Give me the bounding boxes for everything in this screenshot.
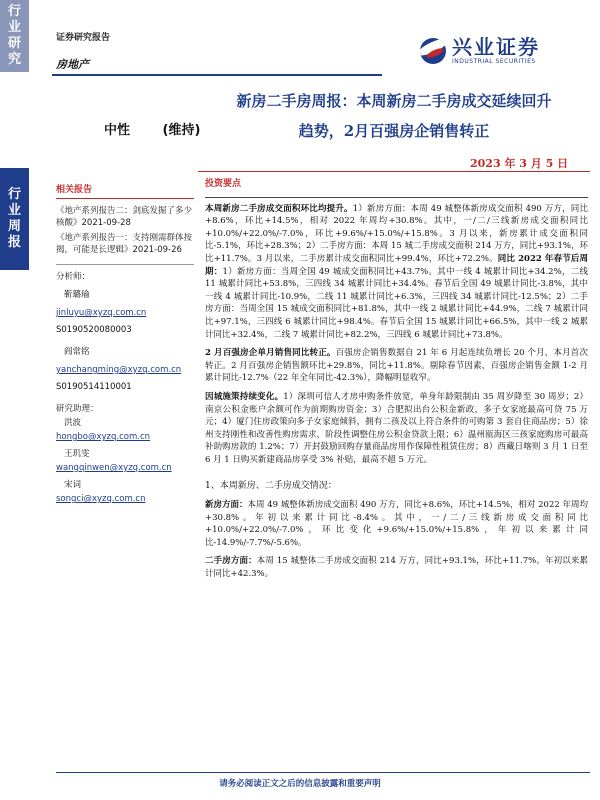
section-paragraph: 新房方面：本周 49 城整体新房成交面积 490 万方，同比+8.6%，环比+14.5%，相对 2022 年周均+30.8%。年初以来累计同比-8.4%。其中，一/二/三线新房成交面积同比+10.0%/+22.0%/-7.0%，环比变化+9.6%/+15.0%/+15.8%，年初以来累计同比-14.9%/-7.7%/-5.6%。 — [205, 500, 588, 548]
summary-box — [205, 197, 588, 467]
analyst-name: 阎常铭 — [64, 347, 90, 357]
assistant-name: 王玑雯 — [64, 449, 90, 459]
logo-text-en: INDUSTRIAL SECURITIES — [452, 58, 536, 65]
paragraph-lead: 二手房方面： — [205, 556, 257, 567]
date-divider — [198, 171, 590, 172]
assistant-name: 宋词 — [64, 480, 82, 490]
rating-label: 中性 — [104, 123, 131, 138]
report-date: 2023 年 3 月 5 日 — [470, 157, 569, 170]
company-logo — [420, 36, 540, 65]
divider — [56, 264, 194, 265]
section-paragraph: 二手房方面：本周 15 城整体二手房成交面积 214 万方，同比+93.1%，环比+11.7%。年初以来累计同比+42.3%。 — [205, 556, 588, 580]
left-column — [56, 184, 194, 510]
rating — [104, 119, 200, 138]
analyst-email[interactable]: jinluyu@xyzq.com.cn — [56, 308, 147, 318]
related-report-link[interactable]: 《地产系列报告二：剑底发掘了多少核酸》2021-09-28 — [56, 206, 193, 228]
footer-divider — [56, 772, 590, 773]
summary-heading: 投资要点 — [205, 179, 242, 189]
analyst-cert: S0190514110001 — [56, 382, 132, 392]
analyst-name: 靳璐瑜 — [64, 290, 90, 300]
title-line-1: 新房二手房周报：本周新房二手房成交延续回升 — [236, 92, 552, 110]
paragraph-lead: 本周新房二手房成交面积环比均提升。 — [205, 203, 353, 214]
footer-disclaimer: 请务必阅读正文之后的信息披露和重要声明 — [219, 779, 381, 789]
summary-paragraph: 本周新房二手房成交面积环比均提升。1）新房方面：本周 49 城整体新房成交面积 490 万方，同比+8.6%，环比+14.5%，相对 2022 年周均+30.8%。其中，一/二/三线新房成交面积同比+10.0%/+22.0%/-7.0%，环比+9.6%/+15.0%/+15.8%。3 月以来，新房累计成交面积同比-5.1%，环比+28.3%；2）二手房方面：本周 15 城二手房成交面积 214 万方，同比+93.1%，环比+11.7%。3 月以来，二手房累计成交面积同比+99.4%，环比+72.2%。同比 2022 年春节后周期：1）新房方面：当周全国 49 城成交面积同比+43.7%。其中一线 4 城累计同比+34.2%，二线 11 城累计同比+53.8%，三四线 34 城累计同比+34.4%。春节后全国 49 城累计同比-3.8%，其中一线 4 城累计同比-10.9%，二线 11 城累计同比+6.3%，三四线 34 城累计同比-12.5%；2）二手房方面：当周全国 15 城成交面积同比+81.8%，其中一线 2 城累计同比+44.9%，二线 7 城累计同比+97.1%，三四线 6 城累计同比+98.4%。春节后全国 15 城累计同比+66.5%，其中一线 2 城累计同比+32.4%，二线 7 城累计同比+82.2%，三四线 6 城累计同比+73.8%。 — [205, 203, 588, 340]
header-divider — [52, 74, 382, 76]
logo-text-cn: 兴业证券 — [452, 35, 540, 59]
report-type-label: 证券研究报告 — [56, 33, 111, 43]
assistant-email[interactable]: hongbo@xyzq.com.cn — [56, 432, 151, 442]
report-title — [198, 86, 590, 146]
summary-paragraph: 因城施策持续变化。1）深圳可信人才房申购条件放宽，单身年龄限制由 35 周岁降至 30 周岁；2）南京公积金账户余额可作为前期购房资金；3）合肥拟出台公积金新政，多子女家庭最高可贷 75 万元；4）厦门住房政策向多子女家庭倾斜，拥有二孩及以上符合条件的可购第 3 套自住商品房；5）徐州支持刚性和改善性购房需求，阶段性调整住房公积金贷款上限；6）温州瓯海区三孩家庭购房可最高补助购房款的 1.2%；7）开封鼓励回购存量商品房用作保障性租赁住房；8）西藏日喀则 3 月 1 日至 6 月 1 日购买新建商品房享受 3% 补贴，最高不超 5 万元。 — [205, 391, 588, 465]
paragraph-lead: 2 月百强房企单月销售同比转正。 — [205, 348, 336, 359]
side-tab-weekly: 行 业 周 报 — [0, 168, 29, 270]
related-report-link[interactable]: 《地产系列报告一：支持刚需群体按揭，可能是长逻辑》2021-09-26 — [56, 233, 193, 255]
assistant-email[interactable]: wangqinwen@xyzq.com.cn — [56, 463, 172, 473]
sector-label: 房地产 — [56, 58, 89, 71]
summary-paragraph: 2 月百强房企单月销售同比转正。百强房企销售数据自 21 年 6 月起连续负增长 20 个月，本月首次转正。2 月百强房企销售额环比+29.8%，同比+11.8%。剔除春节因素，百强房企销售金额 1-2 月累计同比-12.7%（22 年全年同比-42.3%），降幅明显收窄。 — [205, 348, 588, 384]
assistant-name: 洪波 — [64, 418, 82, 428]
analyst-email[interactable]: yanchangming@xyzq.com.cn — [56, 365, 182, 375]
assistant-email[interactable]: songci@xyzq.com.cn — [56, 494, 146, 504]
related-reports-heading: 相关报告 — [56, 184, 194, 199]
analyst-cert: S0190520080003 — [56, 325, 132, 335]
title-line-2: 趋势，2月百强房企销售转正 — [298, 122, 490, 140]
analyst-label: 分析师： — [56, 272, 91, 282]
section-1 — [205, 480, 588, 580]
rating-change: (维持) — [162, 123, 201, 138]
logo-icon — [420, 38, 446, 64]
paragraph-lead: 同比 2022 年春节后周期： — [205, 253, 588, 277]
paragraph-lead: 新房方面： — [205, 500, 248, 511]
section-title: 1、本周新房、二手房成交情况： — [205, 481, 337, 492]
assistant-label: 研究助理： — [56, 404, 99, 414]
main-content — [205, 178, 588, 587]
paragraph-lead: 因城施策持续变化。 — [205, 391, 284, 402]
side-tab-research: 行 业 研 究 — [0, 0, 29, 72]
